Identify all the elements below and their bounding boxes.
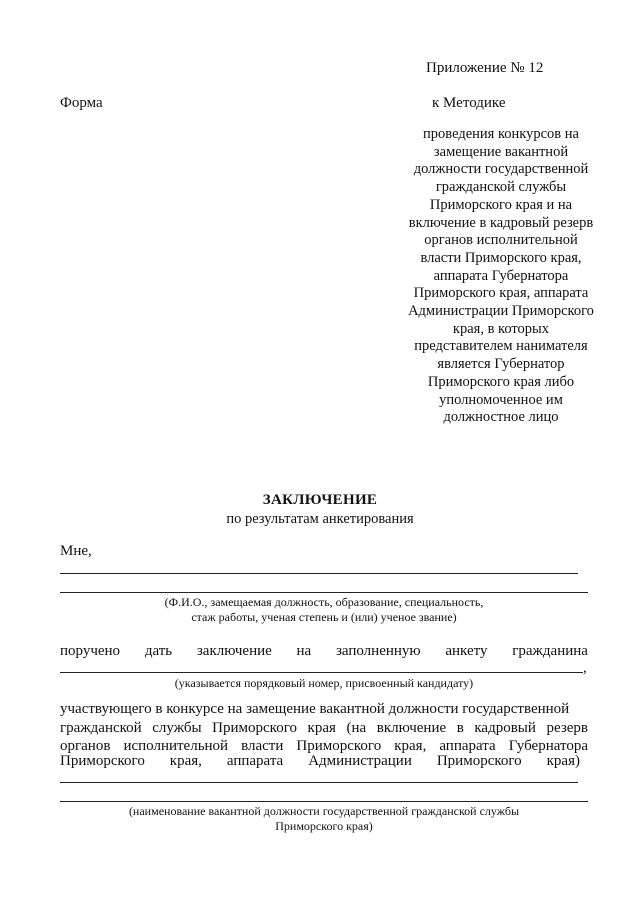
purpose-line: замещение вакантной: [433, 143, 569, 160]
assigned-word: заключение: [196, 643, 272, 659]
fill-line-person-2[interactable]: [60, 592, 588, 593]
methodology-purpose: [380, 126, 622, 427]
caption-person-line-2: стаж работы, ученая степень и (или) ученое звание): [191, 610, 457, 624]
purpose-line: должности государственной: [413, 161, 589, 178]
purpose-line: Приморского края, аппарата: [413, 285, 589, 302]
caption-person-line-1: (Ф.И.О., замещаемая должность, образование, специальность,: [164, 595, 484, 609]
assigned-word: на: [296, 643, 312, 659]
assigned-word: анкету: [445, 643, 488, 659]
paragraph-word: аппарата: [226, 753, 284, 769]
purpose-line: аппарата Губернатора: [433, 267, 569, 284]
paragraph-word: края): [546, 753, 580, 769]
purpose-line: является Губернатор: [437, 356, 565, 373]
paragraph-word: края,: [169, 753, 202, 769]
document-subtitle: по результатам анкетирования: [226, 511, 414, 527]
assigned-word: заполненную: [335, 643, 421, 659]
participation-paragraph: [60, 700, 588, 756]
assigned-word: дать: [144, 643, 173, 659]
paragraph-word: Администрации: [308, 753, 412, 769]
form-label: Форма: [60, 95, 103, 111]
caption-position-line-2: Приморского края): [275, 819, 373, 833]
paragraph-line-text: участвующего в конкурсе на замещение вакантной должности государственной: [60, 701, 570, 717]
appendix-number: Приложение № 12: [426, 60, 544, 76]
purpose-line: должностное лицо: [443, 409, 559, 426]
purpose-line: Администрации Приморского: [408, 303, 594, 320]
purpose-line: края, в которых: [452, 320, 550, 337]
purpose-line: уполномоченное им: [439, 391, 563, 408]
caption-number: (указывается порядковый номер, присвоенный кандидату): [174, 676, 474, 690]
purpose-line: проведения конкурсов на: [423, 126, 579, 142]
assigned-row: [60, 643, 588, 660]
paragraph-word: Приморского: [436, 753, 522, 769]
methodology-label: к Методике: [432, 95, 506, 111]
fill-line-candidate-number[interactable]: [60, 672, 583, 673]
document-title: ЗАКЛЮЧЕНИЕ: [262, 492, 378, 508]
purpose-line: власти Приморского края,: [420, 249, 582, 266]
fill-line-position-2[interactable]: [60, 801, 588, 802]
purpose-line: гражданской службы: [435, 179, 567, 196]
paragraph-line: органов исполнительной власти Приморского края, аппарата Губернатора: [60, 738, 588, 754]
assigned-word: гражданина: [512, 643, 588, 659]
me-label: Мне,: [60, 543, 92, 559]
assigned-word: поручено: [60, 643, 121, 659]
paragraph-line: [60, 700, 588, 719]
purpose-line: Приморского края и на: [429, 196, 573, 213]
caption-position: [60, 804, 588, 834]
purpose-line: органов исполнительной: [424, 232, 578, 249]
fill-line-person-1[interactable]: [60, 573, 578, 574]
purpose-line: включение в кадровый резерв: [408, 214, 594, 231]
paragraph-word: Приморского: [60, 753, 145, 769]
purpose-line: представителем нанимателя: [414, 338, 588, 355]
purpose-line: Приморского края либо: [427, 373, 575, 390]
caption-person: [60, 595, 588, 625]
candidate-comma: ,: [583, 660, 587, 676]
paragraph-last-line: [60, 753, 580, 770]
caption-position-line-1: (наименование вакантной должности государственной гражданской службы: [128, 804, 520, 818]
fill-line-position-1[interactable]: [60, 782, 578, 783]
paragraph-line: гражданской службы Приморского края (на включение в кадровый резерв: [60, 719, 588, 736]
